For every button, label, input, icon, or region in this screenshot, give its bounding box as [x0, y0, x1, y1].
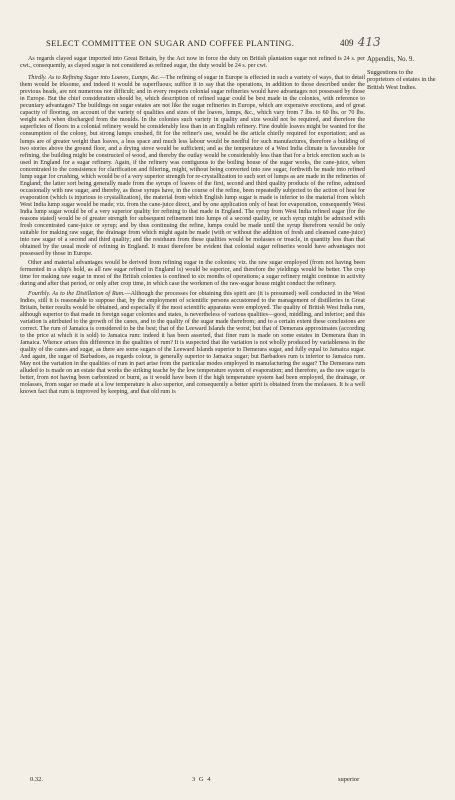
- paragraph-rum-text: —Although the processes for obtaining this spirit are (it is presumed) well conducted in the West Indies, still it is reasonable to suppose that, by the employment of scientific persons accustomed to the management of distilleries in Great Britain, better results would be obtained, and especially if the most scientific apparatus were employed. The quality of British West India rum, although superior to that made in foreign sugar colonies and states, is nevertheless of various qualities—good, middling, and inferior; and this variation is attributed to the growth of the canes, and to the quality of the sugar made therefrom; and to a certain extent these conclusions are correct. The rum of Jamaica is considered to be the best; that of the Leeward Islands the worst; but that of Demerara approximates (according to the price at which it is sold) to Jamaica rum: indeed it has been asserted, that finer rum is made on some estates in Demerara than in Jamaica. Whence arises this difference in the qualities of rum? It is suspected that the variation is not wholly produced by variableness in the quality of the canes and sugar, as there are some sugars of the Leeward Islands superior to Demerara sugar, and fully equal to Jamaica sugar. And again, the sugar of Barbadoes, as regards colour, is generally superior to Jamaica sugar; but Barbadoes rum is inferior to Jamaica rum. May not the variation in the qualities of rum in part arise from the particular modes employed in manufacturing the sugar? The Demerara rum alluded to is made on an estate that works the striking teache by the low temperature system of evaporation; and therefore, as the raw sugar is better, from not having been carbonized or burnt, as it would have been if the high temperature system had been employed, the drainage, or molasses, from sugar so made at a low temperature is also superior, and consequently a better spirit is obtained from the molasses. It is a well known fact that rum is improved by keeping, and that old rum is: [20, 290, 365, 396]
- page-number: [340, 35, 381, 49]
- paragraph-advantages: Other and material advantages would be derived from refining sugar in the colonies; viz. the raw sugar employed (from not having been fermented in a ship's hold, as all raw sugar refined in England is) would be superior, and therefore the yieldings would be better. The crop time for making raw sugar in most of the British colonies is confined to six months of operations; a sugar refinery might continue in activity during and after that period, or only after crop time, in which case the workmen of the raw-sugar house might conduct the refinery.: [20, 260, 365, 288]
- body-text: [20, 56, 365, 398]
- section-heading-refining: Thirdly. As to Refining Sugar into Loaves, Lumps, &c.: [28, 75, 160, 82]
- running-head: SELECT COMMITTEE ON SUGAR AND COFFEE PLANTING.: [46, 38, 295, 48]
- footer-reference: 0.32.: [30, 776, 43, 783]
- signature-mark: 3 G 4: [192, 776, 212, 783]
- margin-note: [367, 56, 437, 91]
- catchword: superior: [338, 776, 360, 783]
- paragraph-refining: [20, 75, 365, 258]
- margin-note-text: Suggestions to the proprietors of estates in the British West Indies.: [367, 68, 436, 91]
- appendix-label: Appendix, No. 9.: [367, 56, 415, 63]
- printed-page-number: 409: [340, 38, 354, 48]
- handwritten-page-number: 413: [357, 35, 381, 49]
- paragraph-refining-text: —The refining of sugar in Europe is effected in such a variety of ways, that to detail them would be irksome, and indeed it would be superfluous; suffice it to say that the operations, in addition to those described under the previous heads, are not numerous nor difficult; and in every respects colonial sugar refineries would have advantages not possessed by those in Europe. But the chief consideration should be, which description of refined sugar could be best made in the colonies, with reference to pecuniary advantages? The buildings on sugar estates are not like the sugar refineries in Europe, which are expensive erections, and of great capacity of flooring, on account of the variety of qualities and sizes of the loaves, lumps, &c., which vary from 7 lbs. to 60 lbs. or 70 lbs. weight each when discharged from the moulds. In the colonies such variety in quality and size would not be required, and therefore the superficies of floors in a colonial refinery would be considerably less than in an English refinery. Fine double loaves might be wanted for the consumption of the colony, but strong lumps crushed, fit for the refiner's use, would be the article chiefly required for exportation; and as lumps are of greater weight than loaves, a less space and much less labour would be needful for such manufactures, therefore a building of two stories above the ground floor, and a drying stove would be sufficient; and as the temperature of a West India climate is favourable for refining, the building might be constructed of wood, and thereby the outlay would be considerably less than that for a brick erection such as is used in England for a sugar refinery. Again, if the refinery was contiguous to the boiling house of the sugar works, the cane-juice, when concentrated to the consistence for clarification and filtering, might, without being converted into raw sugar, forthwith be made into refined lump sugar for crushing, which would be of a very superior strength for re-crystallization to such sort of lumps as are made in the refineries of England; the latter sort being generally made from the syrups of loaves of the first, second and third quality products of the refine, admixed occasionally with raw sugar, and thereby, as those syrups have, in the course of the refine, been repeatedly subjected to the action of heat for evaporation (which is injurious to crystallization), the material from which English lump sugar is made is inferior to the material from which West India lump sugar would be made; viz. from the cane-juice direct, and by one application only of heat for evaporation, consequently West India lump sugar would be of a very superior quality for refining to that made in England. The syrup from West India refined sugar (for the reasons stated) would be of greater strength for subsequent refinement into lumps of a second quality, or such syrup might be admixed with fresh concentrated cane-juice or syrup; and by thus continuing the refine, lumps could be made until the syrup therefrom would be only suitable for making raw sugar, the drainage from which might again be made (with or without the addition of fresh and cleansed cane-juice) into raw sugar of a second and third quality; and the residuum from these qualities would be molasses or treacle, in quantity less than that obtained by the usual mode of refining in England. It must therefore be evident that colonial sugar refineries would have advantages not possessed by those in Europe.: [20, 75, 365, 258]
- paragraph-clayed-sugar: As regards clayed sugar imported into Great Britain, by the Act now in force the duty on British plantation sugar not refined is 24 s. per cwt., consequently, as clayed sugar is not considered as refined sugar, the duty would be 24 s. per cwt.: [20, 56, 365, 70]
- section-heading-rum: Fourthly. As to the Distillation of Rum.: [28, 290, 125, 297]
- paragraph-rum: [20, 291, 365, 397]
